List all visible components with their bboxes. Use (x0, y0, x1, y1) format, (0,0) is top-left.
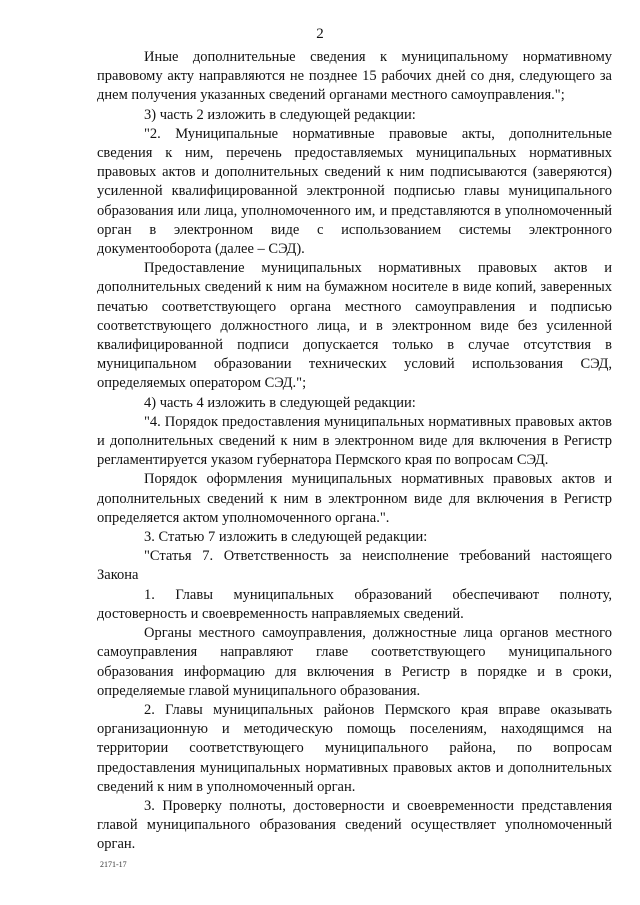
paragraph: "2. Муниципальные нормативные правовые акты, дополнительные сведения к ним, перечень предоставляемых муниципальных нормативных правовых актов и дополнительных сведений к ним подписываются (заверяются) усиленной квалифицированной электронной подписью главы муниципального образования или лица, уполномоченного им, и представляются в уполномоченный орган в электронном виде с использованием системы электронного документооборота (далее – СЭД). (97, 125, 612, 258)
paragraph: Иные дополнительные сведения к муниципальному нормативному правовому акту направляются не позднее 15 рабочих дней со дня, следующего за днем получения указанных сведений органами местного самоуправления."; (97, 49, 612, 104)
paragraph: Предоставление муниципальных нормативных правовых актов и дополнительных сведений к ним на бумажном носителе в виде копий, заверенных печатью соответствующего органа местного самоуправления и подписью соответствующего должностного лица, и в электронном виде без усиленной квалифицированной подписи допускается только в случае отсутствия в муниципальном образовании технических условий использования СЭД, определяемых оператором СЭД."; (97, 260, 612, 392)
document-code: 2171-17 (100, 860, 127, 869)
document-body (97, 48, 612, 855)
paragraph: Органы местного самоуправления, должностные лица органов местного самоуправления направляют главе соответствующего муниципального образования информацию для включения в Регистр в порядке и в сроки, определяемые главой муниципального образования. (97, 625, 612, 699)
paragraph: 3) часть 2 изложить в следующей редакции: (144, 106, 416, 123)
paragraph: 4) часть 4 изложить в следующей редакции: (144, 394, 416, 411)
paragraph: Порядок оформления муниципальных нормативных правовых актов и дополнительных сведений к ним в электронном виде для включения в Регистр определяется актом уполномоченного органа.". (97, 471, 612, 526)
paragraph: 1. Главы муниципальных образований обеспечивают полноту, достоверность и своевременность направляемых сведений. (97, 586, 612, 622)
page-number: 2 (316, 26, 324, 42)
paragraph: 3. Проверку полноты, достоверности и своевременности представления главой муниципального образования сведений осуществляет уполномоченный орган. (97, 797, 612, 853)
article-heading: "Статья 7. Ответственность за неисполнение требований настоящего Закона (97, 548, 612, 584)
paragraph: 3. Статью 7 изложить в следующей редакции: (144, 529, 428, 546)
paragraph: "4. Порядок предоставления муниципальных нормативных правовых актов и дополнительных сведений к ним в электронном виде для включения в Регистр регламентируется указом губернатора Пермского края по вопросам СЭД. (97, 413, 612, 469)
paragraph: 2. Главы муниципальных районов Пермского края вправе оказывать организационную и методическую помощь поселениям, находящимся на территории соответствующего муниципального района, по вопросам предоставления муниципальных нормативных правовых актов и дополнительных сведений к ним в уполномоченный орган. (97, 701, 612, 795)
